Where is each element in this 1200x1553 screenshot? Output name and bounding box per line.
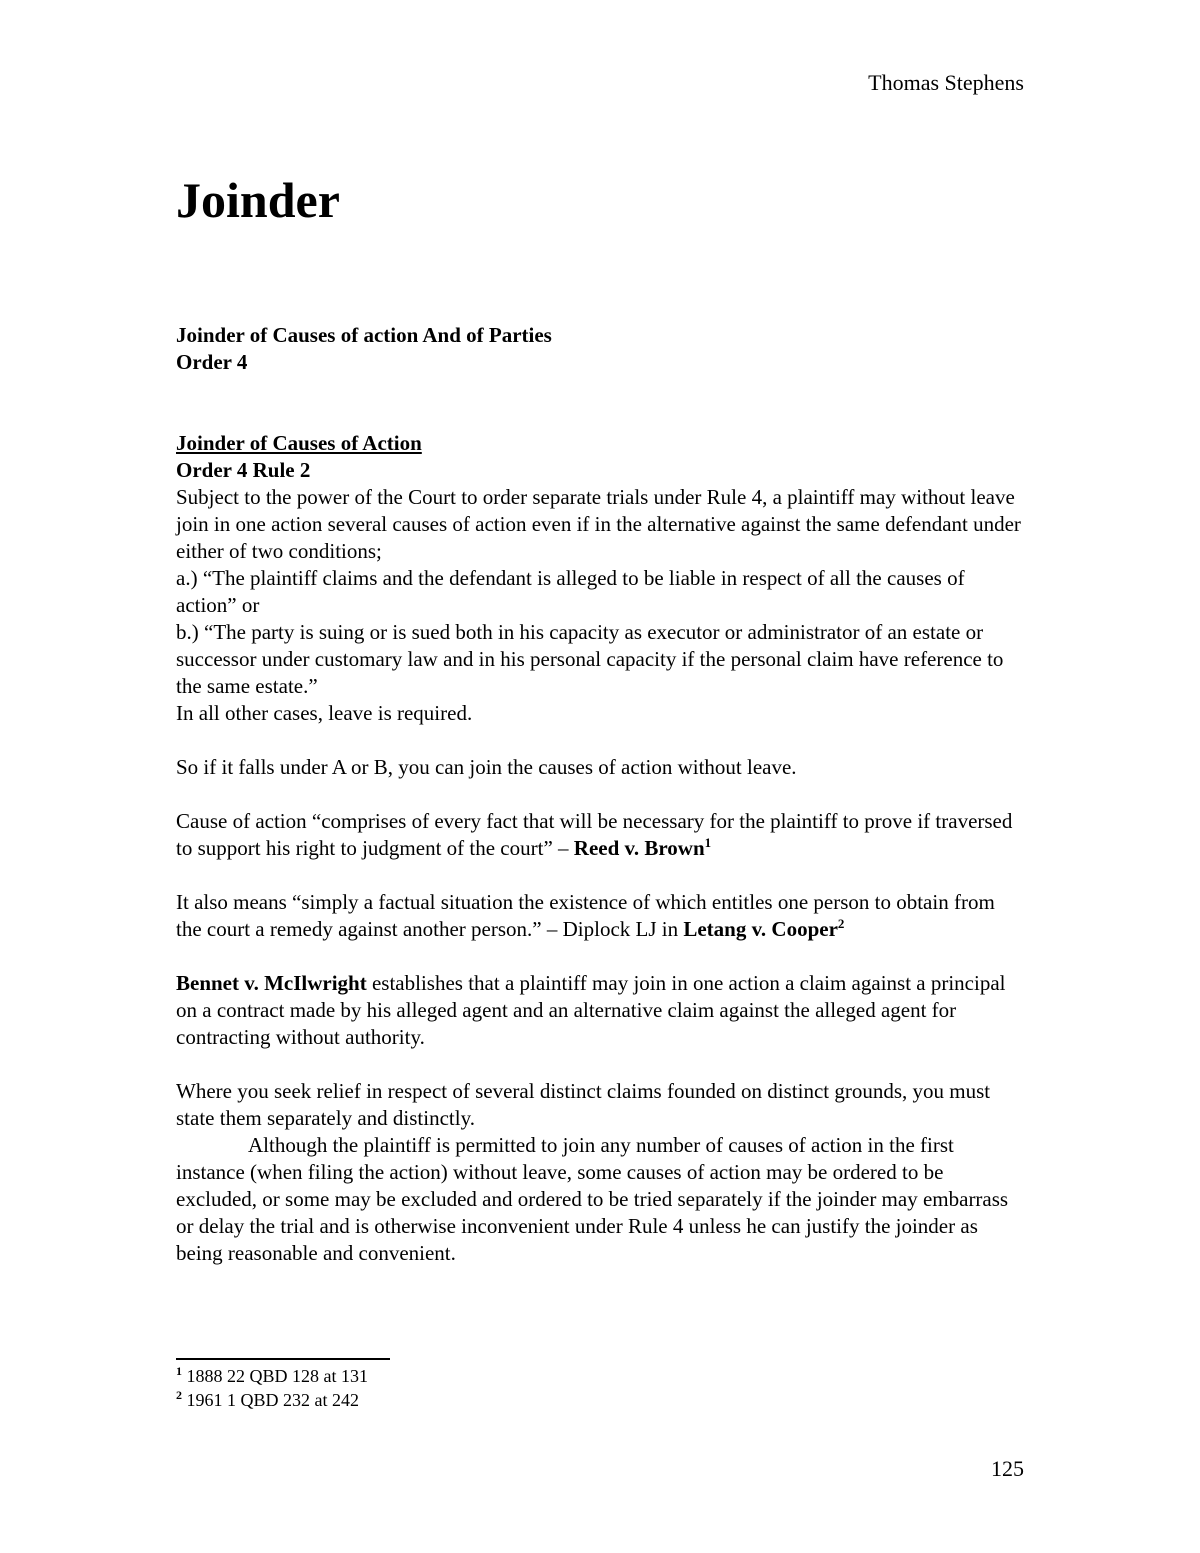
main-heading: Joinder of Causes of action And of Parties: [176, 323, 552, 347]
case-reed-v-brown: Reed v. Brown: [573, 836, 705, 860]
paragraph-condition-a: a.) “The plaintiff claims and the defendant is alleged to be liable in respect of all the causes of action” or: [176, 566, 965, 617]
section-rule: Order 4 Rule 2: [176, 458, 311, 482]
paragraph-summary: So if it falls under A or B, you can join the causes of action without leave.: [176, 755, 797, 779]
paragraph-exclusion: Although the plaintiff is permitted to join any number of causes of action in the first instance (when filing the action) without leave, some causes of action may be ordered to be excluded, or some may be excluded and ordered to be tried separately if the joinder may embarrass or delay the trial and is otherwise inconvenient under Rule 4 unless he can justify the joinder as being reasonable and convenient.: [176, 1133, 1009, 1265]
footnote-ref-1[interactable]: 1: [704, 835, 712, 850]
header-author: Thomas Stephens: [868, 70, 1024, 95]
footnote-divider: [176, 1358, 390, 1360]
footnote-item: [176, 1388, 368, 1412]
page-number: 125: [991, 1456, 1024, 1481]
bennet-text: establishes that a plaintiff may join in one action a claim against a principal on a contract made by his alleged agent and an alternative claim against the alleged agent for contracting without authority.: [176, 971, 1006, 1049]
document-body: [176, 322, 1024, 1267]
paragraph-rule-text: Subject to the power of the Court to order separate trials under Rule 4, a plaintiff may without leave join in one action several causes of action even if in the alternative against the same defendant under either of two conditions;: [176, 485, 1021, 563]
footnote-text: 1888 22 QBD 128 at 131: [182, 1366, 368, 1386]
paragraph-also-means: [176, 889, 1024, 943]
footnote-number: 2: [176, 1388, 182, 1402]
case-letang-v-cooper: Letang v. Cooper: [683, 917, 838, 941]
footnotes: [176, 1364, 368, 1412]
footnote-ref-2[interactable]: 2: [837, 916, 845, 931]
case-bennet-v-mcilwright: Bennet v. McIlwright: [176, 971, 367, 995]
main-subheading: Order 4: [176, 350, 248, 374]
footnote-item: [176, 1364, 368, 1388]
also-means-text: It also means “simply a factual situation the existence of which entitles one person to obtain from the court a remedy against another person.” – Diplock LJ in: [176, 890, 995, 941]
paragraph-bennet: [176, 970, 1024, 1051]
paragraph-condition-b: b.) “The party is suing or is sued both in his capacity as executor or administrator of an estate or successor under customary law and in his personal capacity if the personal claim have reference to the same estate.”: [176, 620, 1004, 698]
page-title: Joinder: [176, 172, 340, 228]
paragraph-distinct-claims: Where you seek relief in respect of several distinct claims founded on distinct grounds, you must state them separately and distinctly.: [176, 1079, 991, 1130]
paragraph-cause-definition: [176, 808, 1024, 862]
footnote-number: 1: [176, 1364, 182, 1378]
footnote-text: 1961 1 QBD 232 at 242: [182, 1390, 359, 1410]
section-heading: Joinder of Causes of Action: [176, 431, 422, 455]
paragraph-other-cases: In all other cases, leave is required.: [176, 701, 473, 725]
cause-definition-text: Cause of action “comprises of every fact that will be necessary for the plaintiff to prove if traversed to support his right to judgment of the court” –: [176, 809, 1013, 860]
